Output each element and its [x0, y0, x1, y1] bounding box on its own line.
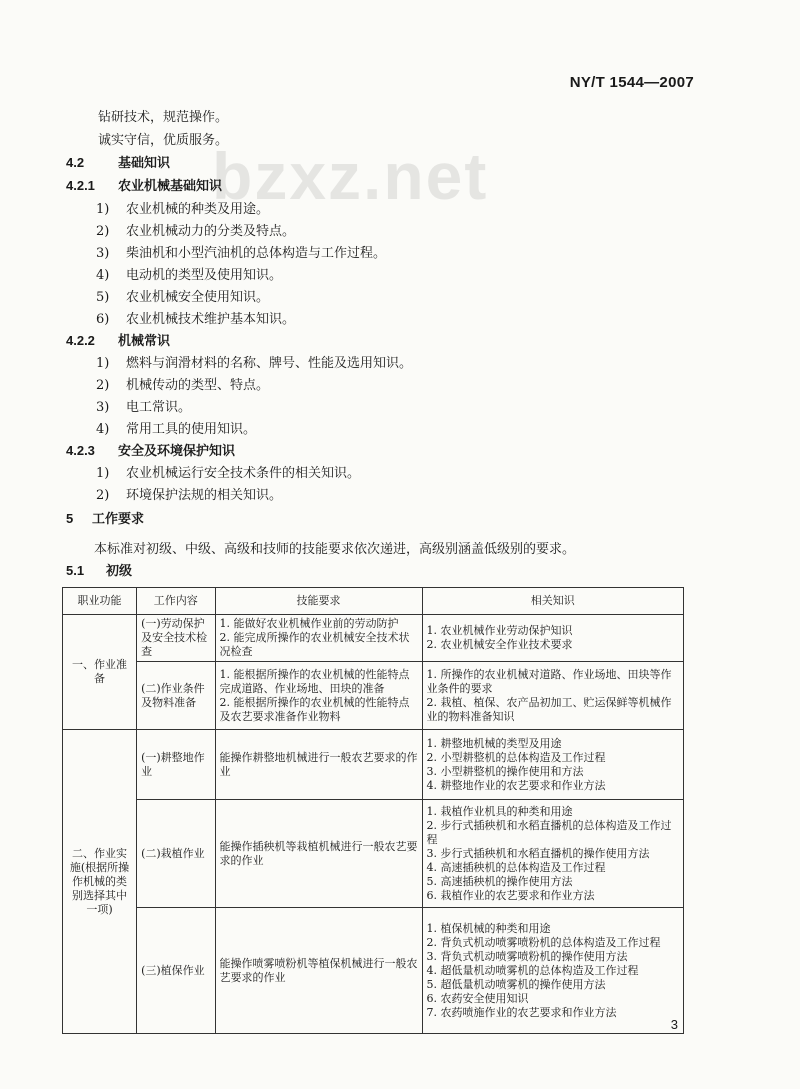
list-item: 2) 环境保护法规的相关知识。: [96, 488, 283, 503]
list-item: 4) 常用工具的使用知识。: [96, 422, 257, 437]
section-title: 基础知识: [118, 156, 171, 171]
list-item: 1) 燃料与润滑材料的名称、牌号、性能及选用知识。: [96, 356, 413, 371]
job-function-cell: 一、作业准备: [63, 615, 137, 730]
work-content-cell: (二)栽植作业: [137, 800, 215, 908]
knowledge-cell: [422, 662, 683, 730]
knowledge-item: 7. 农药喷施作业的农艺要求和作业方法: [426, 1005, 617, 1019]
section-title: 工作要求: [92, 512, 145, 527]
section-number: 5.1: [66, 563, 85, 578]
section-number: 4.2.2: [66, 333, 95, 348]
knowledge-item: 1. 所操作的农业机械对道路、作业场地、田块等作业条件的要求: [426, 667, 672, 695]
work-content-cell: (一)耕整地作业: [137, 730, 215, 800]
section-4-2-3-heading: [66, 440, 235, 459]
intro-line: 钻研技术，规范操作。: [98, 110, 229, 125]
knowledge-item: 3. 步行式插秧机和水稻直播机的操作使用方法: [426, 846, 650, 860]
knowledge-item: 2. 栽植、植保、农产品初加工、贮运保鲜等机械作业的物料准备知识: [426, 695, 672, 723]
table-row: [63, 662, 684, 730]
list-item: 3) 电工常识。: [96, 400, 192, 415]
section-4-2-heading: [66, 152, 170, 171]
section-number: 4.2: [66, 155, 85, 170]
skill-cell: 能操作耕整地机械进行一般农艺要求的作业: [215, 730, 422, 800]
knowledge-item: 4. 高速插秧机的总体构造及工作过程: [426, 860, 606, 874]
list-item: 1) 农业机械运行安全技术条件的相关知识。: [96, 466, 361, 481]
skill-cell: 1. 能根据所操作的农业机械的性能特点完成道路、作业场地、田块的准备 2. 能根据所操作的农业机械的性能特点及农艺要求准备作业物料: [215, 662, 422, 730]
section-number: 4.2.1: [66, 178, 95, 193]
section-number: 4.2.3: [66, 443, 95, 458]
knowledge-item: 2. 背负式机动喷雾喷粉机的总体构造及工作过程: [426, 935, 661, 949]
section-5-heading: [66, 508, 144, 527]
knowledge-item: 4. 耕整地作业的农艺要求和作业方法: [426, 778, 606, 792]
section-4-2-2-heading: [66, 330, 170, 349]
section-title: 机械常识: [118, 334, 171, 349]
table-row: [63, 615, 684, 662]
page-number: 3: [670, 1017, 678, 1032]
work-content-cell: (一)劳动保护及安全技术检查: [137, 615, 215, 662]
list-item: 5) 农业机械安全使用知识。: [96, 290, 270, 305]
column-header: 技能要求: [215, 588, 422, 615]
knowledge-item: 1. 栽植作业机具的种类和用途: [426, 804, 573, 818]
skill-cell: 1. 能做好农业机械作业前的劳动防护 2. 能完成所操作的农业机械安全技术状况检查: [215, 615, 422, 662]
knowledge-cell: [422, 800, 683, 908]
knowledge-item: 6. 栽植作业的农艺要求和作业方法: [426, 888, 595, 902]
knowledge-cell: [422, 615, 683, 662]
list-item: 3) 柴油机和小型汽油机的总体构造与工作过程。: [96, 246, 387, 261]
section-4-2-1-heading: [66, 175, 222, 194]
section-5-1-heading: [66, 560, 132, 579]
skill-cell: 能操作插秧机等栽植机械进行一般农艺要求的作业: [215, 800, 422, 908]
knowledge-cell: [422, 730, 683, 800]
knowledge-item: 1. 农业机械作业劳动保护知识: [426, 624, 573, 637]
job-function-cell: 二、作业实施(根据所操作机械的类别选择其中一项): [63, 730, 137, 1034]
knowledge-item: 5. 超低量机动喷雾机的操作使用方法: [426, 977, 606, 991]
skill-cell: 能操作喷雾喷粉机等植保机械进行一般农艺要求的作业: [215, 908, 422, 1034]
requirements-table: [62, 587, 684, 1034]
column-header: 工作内容: [137, 588, 215, 615]
watermark: bzxz.net: [212, 139, 489, 213]
knowledge-item: 3. 背负式机动喷雾喷粉机的操作使用方法: [426, 949, 628, 963]
table-row: [63, 800, 684, 908]
table-row: [63, 908, 684, 1034]
section-title: 安全及环境保护知识: [118, 444, 236, 459]
knowledge-item: 3. 小型耕整机的操作使用和方法: [426, 764, 584, 778]
section-5-paragraph: 本标准对初级、中级、高级和技师的技能要求依次递进，高级别涵盖低级别的要求。: [94, 542, 576, 557]
knowledge-item: 1. 耕整地机械的类型及用途: [426, 736, 562, 750]
knowledge-item: 2. 步行式插秧机和水稻直播机的总体构造及工作过程: [426, 818, 672, 846]
work-content-cell: (二)作业条件及物料准备: [137, 662, 215, 730]
column-header: 职业功能: [63, 588, 137, 615]
list-item: 6) 农业机械技术维护基本知识。: [96, 312, 296, 327]
list-item: 2) 机械传动的类型、特点。: [96, 378, 270, 393]
list-item: 4) 电动机的类型及使用知识。: [96, 268, 283, 283]
knowledge-item: 4. 超低量机动喷雾机的总体构造及工作过程: [426, 963, 639, 977]
knowledge-item: 2. 农业机械安全作业技术要求: [426, 638, 573, 651]
list-item: 2) 农业机械动力的分类及特点。: [96, 224, 296, 239]
list-item: 1) 农业机械的种类及用途。: [96, 202, 270, 217]
table-header-row: [63, 588, 684, 615]
section-number: 5: [66, 511, 74, 526]
knowledge-cell: [422, 908, 683, 1034]
intro-line: 诚实守信，优质服务。: [98, 133, 229, 148]
section-title: 农业机械基础知识: [118, 179, 223, 194]
column-header: 相关知识: [422, 588, 683, 615]
knowledge-item: 5. 高速插秧机的操作使用方法: [426, 874, 573, 888]
work-content-cell: (三)植保作业: [137, 908, 215, 1034]
standard-code: NY/T 1544—2007: [569, 74, 694, 91]
knowledge-item: 1. 植保机械的种类和用途: [426, 921, 551, 935]
knowledge-item: 2. 小型耕整机的总体构造及工作过程: [426, 750, 606, 764]
table-row: [63, 730, 684, 800]
section-title: 初级: [106, 564, 133, 579]
knowledge-item: 6. 农药安全使用知识: [426, 991, 529, 1005]
